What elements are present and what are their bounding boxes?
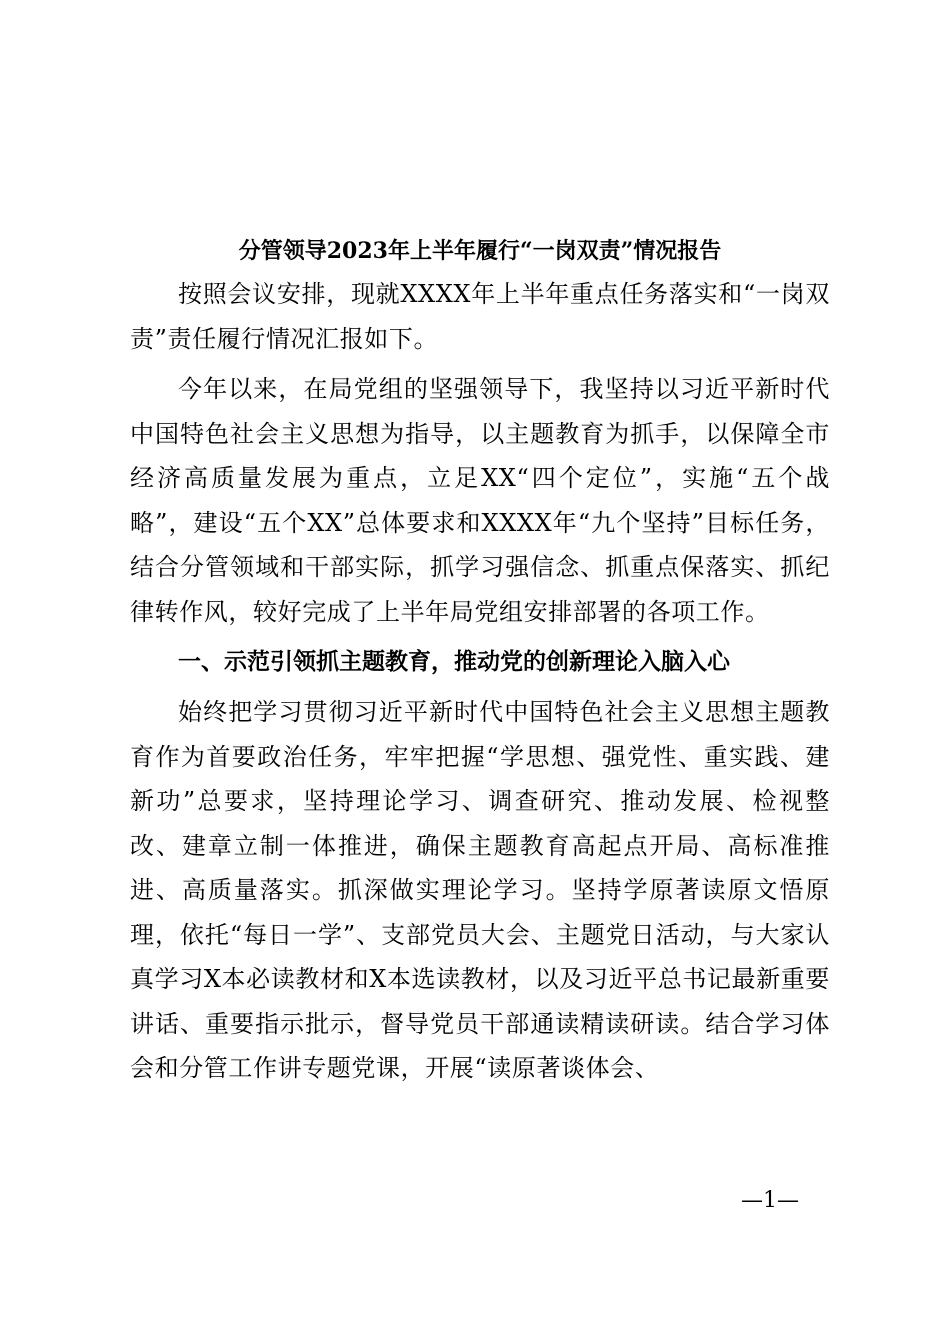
page-number: —1— — [741, 1188, 799, 1213]
document-body — [130, 234, 830, 1097]
section-heading: 一、示范引领抓主题教育，推动党的创新理论入脑入心 — [178, 649, 730, 675]
intro-paragraph: 按照会议安排，现就XXXX年上半年重点任务落实和“一岗双责”责任履行情况汇报如下。 — [130, 280, 830, 353]
document-title: 分管领导2023年上半年履行“一岗双责”情况报告 — [238, 238, 722, 264]
overview-paragraph: 今年以来，在局党组的坚强领导下，我坚持以习近平新时代中国特色社会主义思想为指导，以主题教育为抓手，以保障全市经济高质量发展为重点，立足XX“四个定位”，实施“五个战略”，建设“五个XX”总体要求和XXXX年“九个坚持”目标任务，结合分管领域和干部实际，抓学习强信念、抓重点保落实、抓纪律转作风，较好完成了上半年局党组安排部署的各项工作。 — [130, 375, 830, 626]
section-paragraph: 始终把学习贯彻习近平新时代中国特色社会主义思想主题教育作为首要政治任务，牢牢把握“学思想、强党性、重实践、建新功”总要求，坚持理论学习、调查研究、推动发展、检视整改、建章立制一体推进，确保主题教育高起点开局、高标准推进、高质量落实。抓深做实理论学习。坚持学原著读原文悟原理，依托“每日一学”、支部党员大会、主题党日活动，与大家认真学习X本必读教材和X本选读教材，以及习近平总书记最新重要讲话、重要指示批示，督导党员干部通读精读研读。结合学习体会和分管工作讲专题党课，开展“读原著谈体会、 — [130, 698, 830, 1082]
